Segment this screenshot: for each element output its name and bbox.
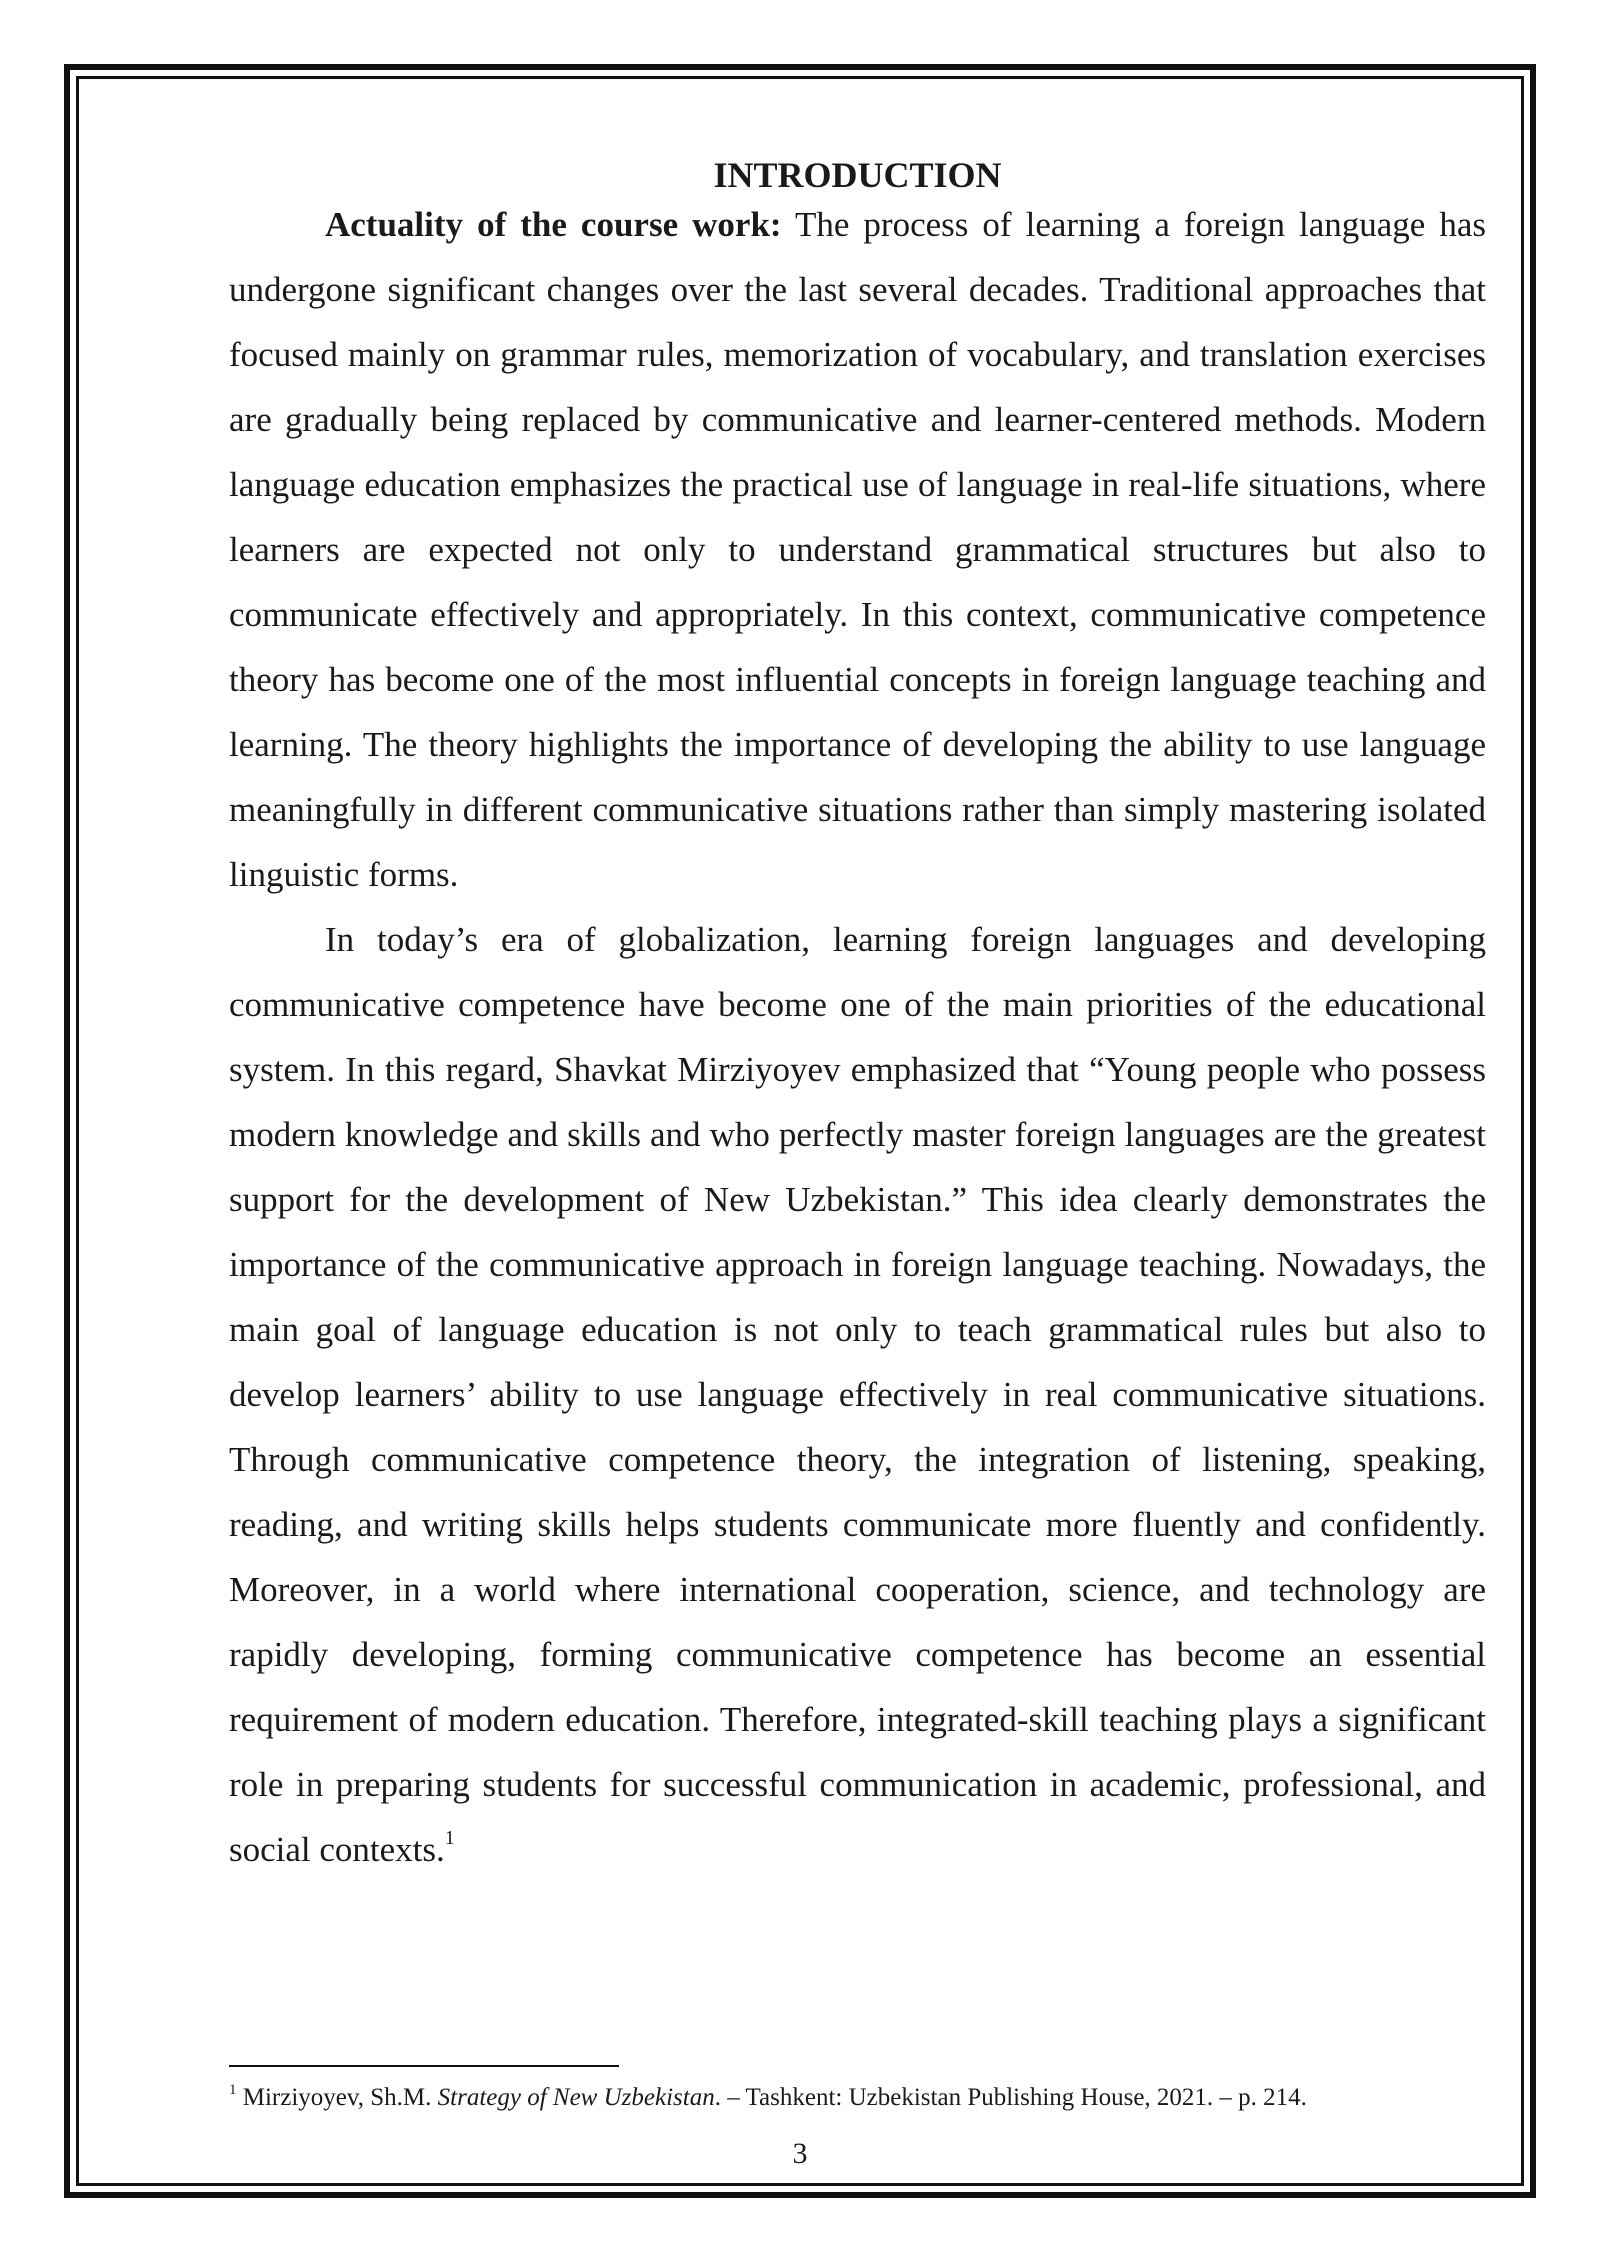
- document-body: [229, 150, 1486, 1882]
- section-heading: INTRODUCTION: [713, 155, 1002, 195]
- footnote-title: Strategy of New Uzbekistan: [437, 2084, 715, 2111]
- footnote-author: Mirziyoyev, Sh.M.: [236, 2084, 438, 2111]
- paragraph-lead: Actuality of the course work:: [325, 205, 782, 244]
- footnote: [229, 2080, 1486, 2116]
- paragraph-globalization: [229, 907, 1486, 1882]
- paragraph-actuality: [229, 192, 1486, 907]
- page-number: 3: [792, 2137, 808, 2170]
- paragraph-text: The process of learning a foreign language has undergone significant changes over the last several decades. Traditional approaches that focused mainly on grammar rules, memorization of vocabulary, and translation exercises are gradually being replaced by communicative and learner-centered methods. Modern language education emphasizes the practical use of language in real-life situations, where learners are expected not only to understand grammatical structures but also to communicate effectively and appropriately. In this context, communicative competence theory has become one of the most influential concepts in foreign language teaching and learning. The theory highlights the importance of developing the ability to use language meaningfully in different communicative situations rather than simply mastering isolated linguistic forms.: [229, 205, 1486, 894]
- paragraph-text: In today’s era of globalization, learning foreign languages and developing communicative competence have become one of the main priorities of the educational system. In this regard, Shavkat Mirziyoyev emphasized that “Young people who possess modern knowledge and skills and who perfectly master foreign languages are the greatest support for the development of New Uzbekistan.” This idea clearly demonstrates the importance of the communicative approach in foreign language teaching. Nowadays, the main goal of language education is not only to teach grammatical rules but also to develop learners’ ability to use language effectively in real communicative situations. Through communicative competence theory, the integration of listening, speaking, reading, and writing skills helps students communicate more fluently and confidently. Moreover, in a world where international cooperation, science, and technology are rapidly developing, forming communicative competence has become an essential requirement of modern education. Therefore, integrated-skill teaching plays a significant role in preparing students for successful communication in academic, professional, and social contexts.: [229, 920, 1486, 1869]
- footnote-marker: 1: [229, 2081, 237, 2098]
- footnote-publication: . – Tashkent: Uzbekistan Publishing House, 2021. – p. 214.: [714, 2084, 1307, 2111]
- footnote-reference[interactable]: 1: [444, 1827, 455, 1850]
- footnote-separator: [229, 2065, 619, 2067]
